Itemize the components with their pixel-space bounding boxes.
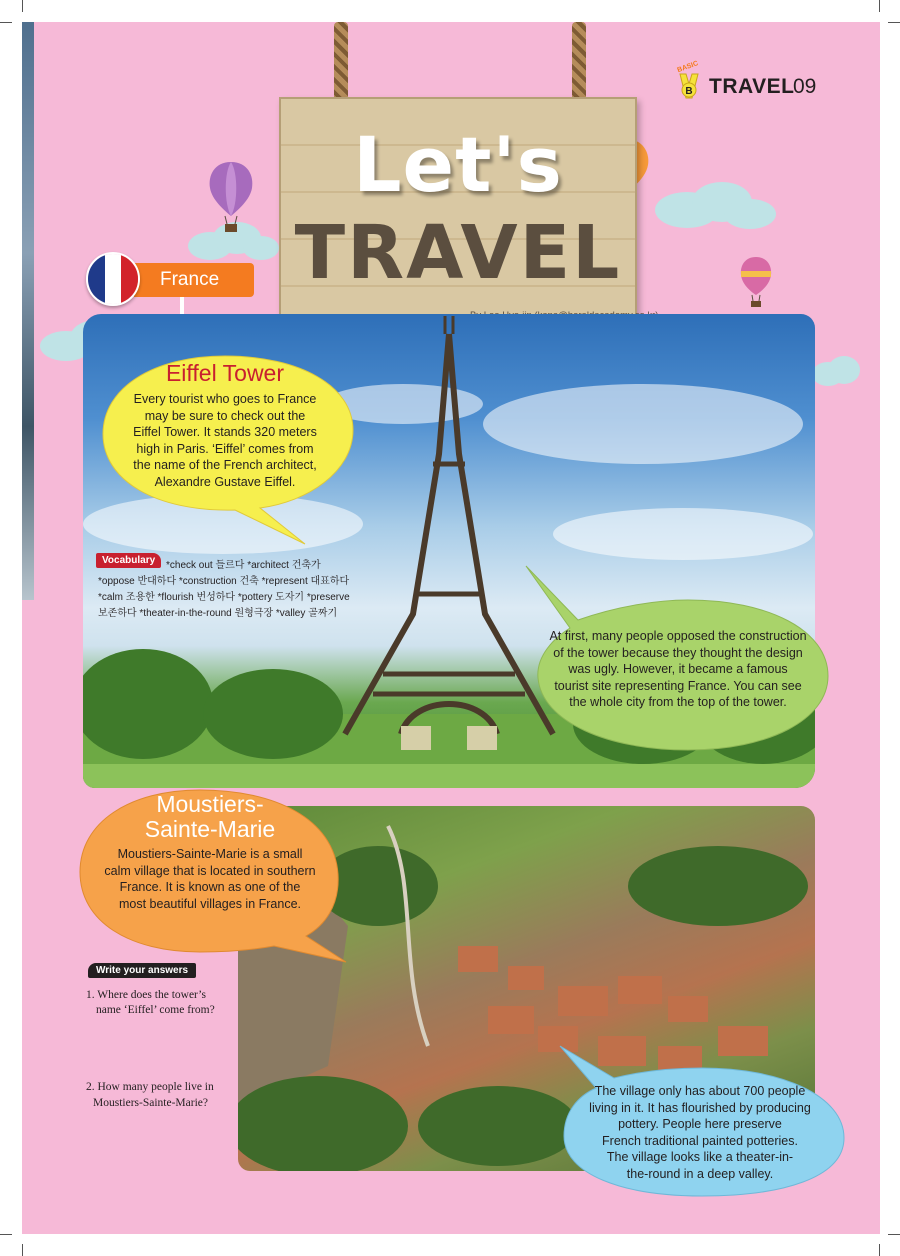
village-second-line: pottery. People here preserve <box>618 1117 782 1131</box>
eiffel-second-line: of the tower because they thought the design <box>553 645 803 660</box>
village-text-line: calm village that is located in southern <box>104 863 316 878</box>
basic-level-badge-icon <box>674 60 704 104</box>
eiffel-text-line: may be sure to check out the <box>144 408 306 423</box>
village-text-line: most beautiful villages in France. <box>118 896 302 911</box>
section-title: TRAVEL <box>709 75 795 98</box>
cloud-icon <box>812 350 860 392</box>
eiffel-second-bubble <box>528 628 828 711</box>
badge-top-text: BASIC <box>676 60 700 75</box>
crop-mark <box>22 0 23 12</box>
france-flag-icon <box>86 252 140 306</box>
crop-mark <box>888 22 900 23</box>
vocabulary-line: 보존하다 *theater-in-the-round 원형극장 *valley 골짜기 <box>98 608 338 619</box>
eiffel-second-line: tourist site representing France. You can see <box>554 678 802 693</box>
badge-letter: B <box>685 86 693 97</box>
village-text-line: Moustiers-Sainte-Marie is a small <box>117 847 303 861</box>
crop-mark <box>888 1234 900 1235</box>
vocabulary-line: *check out 들르다 *architect 건축가 <box>166 560 321 571</box>
sign-rope <box>334 22 348 102</box>
sign-rope <box>572 22 586 102</box>
crop-mark <box>879 0 880 12</box>
eiffel-second-line: At first, many people opposed the construction <box>549 629 807 643</box>
eiffel-text-line: Alexandre Gustave Eiffel. <box>154 474 296 489</box>
village-title-line1: Moustiers- <box>156 791 264 817</box>
eiffel-text-line: the name of the French architect, <box>133 458 317 472</box>
crop-mark <box>0 1234 12 1235</box>
eiffel-text-line: high in Paris. ‘Eiffel’ comes from <box>136 441 314 456</box>
village-second-line: French traditional painted potteries. <box>602 1133 798 1148</box>
eiffel-text-line: Every tourist who goes to France <box>133 392 317 406</box>
crop-mark <box>22 1244 23 1256</box>
village-second-bubble <box>578 1083 822 1182</box>
eiffel-second-line: the whole city from the top of the tower. <box>569 695 787 709</box>
crop-mark <box>879 1244 880 1256</box>
question-2-line1: 2. How many people live in <box>86 1081 214 1093</box>
title-lets: Let's <box>353 120 563 209</box>
eiffel-title: Eiffel Tower <box>165 360 285 386</box>
title-travel: TRAVEL <box>294 210 622 296</box>
question-1-line1: 1. Where does the tower’s <box>86 989 206 1001</box>
previous-page-edge <box>22 22 34 600</box>
question-2-line2: Moustiers-Sainte-Marie? <box>93 1097 208 1109</box>
eiffel-bubble <box>110 360 340 490</box>
village-bubble <box>96 792 324 912</box>
village-second-line: The village only has about 700 people <box>594 1084 806 1098</box>
village-title-line2: Sainte-Marie <box>144 816 276 842</box>
cloud-icon <box>652 178 777 236</box>
village-second-line: The village looks like a theater-in- <box>606 1150 794 1164</box>
country-tab: France <box>134 263 254 297</box>
vocabulary-label: Vocabulary <box>96 553 161 568</box>
write-answers-label: Write your answers <box>88 963 196 978</box>
eiffel-text-line: Eiffel Tower. It stands 320 meters <box>133 425 317 439</box>
village-second-line: living in it. It has flourished by producing <box>589 1100 811 1115</box>
hot-air-balloon-icon <box>206 160 256 235</box>
vocabulary-line: *oppose 반대하다 *construction 건축 *represent 대표하다 <box>98 576 350 587</box>
eiffel-second-line: was ugly. However, it became a famous <box>568 662 788 676</box>
crop-mark <box>0 22 12 23</box>
hot-air-balloon-icon <box>738 255 774 310</box>
vocabulary-line: *calm 조용한 *flourish 번성하다 *pottery 도자기 *preserve <box>98 592 350 603</box>
village-second-line: the-round in a deep valley. <box>626 1166 774 1181</box>
page-number: 09 <box>793 75 817 98</box>
village-text-line: France. It is known as one of the <box>119 880 301 894</box>
question-1-line2: name ‘Eiffel’ come from? <box>96 1004 215 1016</box>
